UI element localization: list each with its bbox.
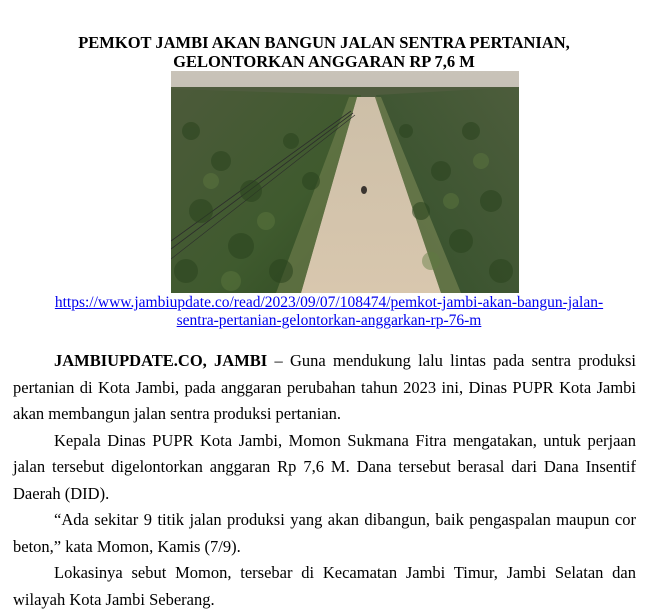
paragraph-1-text: – Guna mendukung lalu lintas pada sentra produksi pertanian di Kota Jambi, pada anggaran perubahan tahun 2023 ini, Dinas PUPR Kota Jambi akan membangun jalan sentra produksi pertanian. [13,351,636,423]
paragraph-3: “Ada sekitar 9 titik jalan produksi yang akan dibangun, baik pengaspalan maupun cor beton,” kata Momon, Kamis (7/9). [13,510,636,556]
paragraph-4: Lokasinya sebut Momon, tersebar di Kecamatan Jambi Timur, Jambi Selatan dan wilayah Kota Jambi Seberang. [13,563,636,609]
source-link-line-1[interactable]: https://www.jambiupdate.co/read/2023/09/07/108474/pemkot-jambi-akan-bangun-jalan- [54,294,604,311]
article-photo [171,71,519,293]
article-title [0,33,648,71]
source-link[interactable] [14,294,644,330]
paragraph-2: Kepala Dinas PUPR Kota Jambi, Momon Sukmana Fitra mengatakan, untuk perjaan jalan tersebut digelontorkan anggaran Rp 7,6 M. Dana tersebut berasal dari Dana Insentif Daerah (DID). [13,430,636,503]
paragraph-1 [13,348,636,428]
source-link-line-2[interactable]: sentra-pertanian-gelontorkan-anggarkan-rp-76-m [176,312,482,329]
dateline: JAMBIUPDATE.CO, JAMBI [54,351,268,370]
title-line-2: GELONTORKAN ANGGARAN RP 7,6 M [173,52,475,71]
article-body [13,348,636,613]
title-line-1: PEMKOT JAMBI AKAN BANGUN JALAN SENTRA PERTANIAN, [78,33,570,52]
